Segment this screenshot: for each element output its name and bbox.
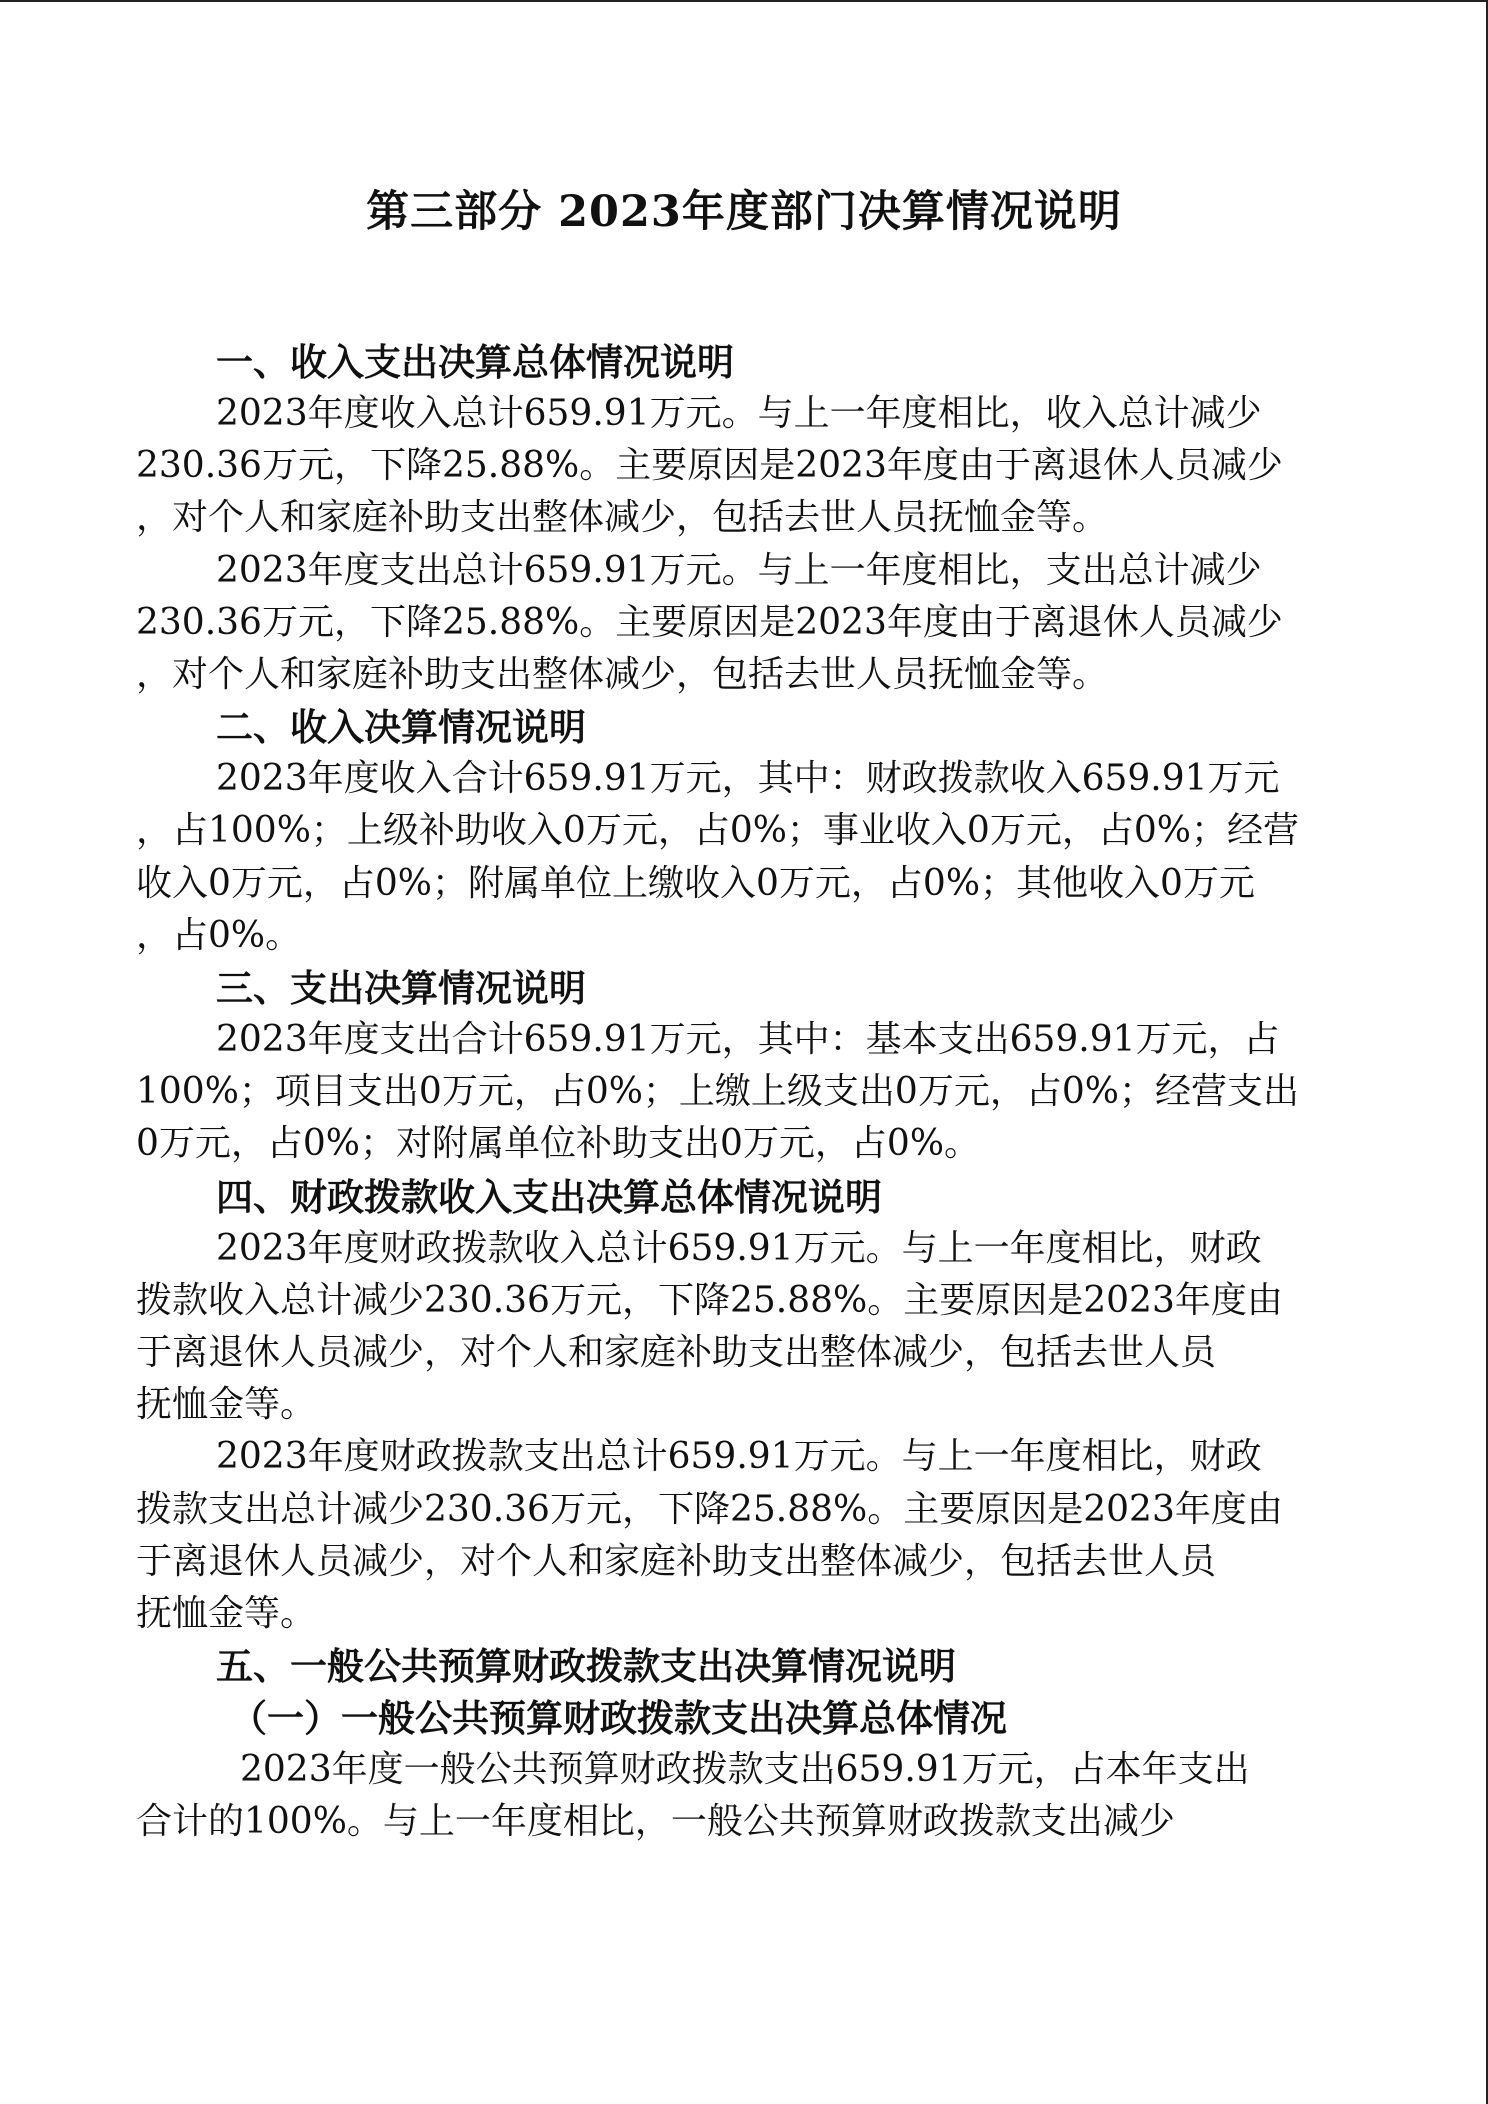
section-general-public-budget <box>136 1640 1336 1848</box>
paragraph-fiscal-income <box>136 1223 1336 1432</box>
text-line: 100%；项目支出0万元，占0%；上缴上级支出0万元，占0%；经营支出 <box>136 1071 1299 1113</box>
text-line: 拨款支出总计减少230.36万元，下降25.88%。主要原因是2023年度由 <box>136 1488 1283 1530</box>
text-line: 0万元，占0%；对附属单位补助支出0万元，占0%。 <box>136 1123 981 1165</box>
text-line: 于离退休人员减少，对个人和家庭补助支出整体减少，包括去世人员 <box>136 1332 1217 1374</box>
text-line: 抚恤金等。 <box>136 1384 317 1426</box>
paragraph-income-breakdown <box>136 753 1336 962</box>
text-line: 2023年度支出总计659.91万元。与上一年度相比，支出总计减少 <box>216 549 1262 591</box>
document-body <box>136 336 1336 1849</box>
text-line: ，占0%。 <box>136 914 302 956</box>
section-heading: 三、支出决算情况说明 <box>216 966 586 1011</box>
paragraph-general-budget-expense <box>136 1744 1336 1848</box>
text-line: 于离退休人员减少，对个人和家庭补助支出整体减少，包括去世人员 <box>136 1540 1217 1582</box>
text-line: 2023年度一般公共预算财政拨款支出659.91万元，占本年支出 <box>240 1749 1250 1791</box>
text-line: 2023年度财政拨款支出总计659.91万元。与上一年度相比，财政 <box>216 1436 1262 1478</box>
paragraph-total-expense <box>136 545 1336 702</box>
text-line: 230.36万元，下降25.88%。主要原因是2023年度由于离退休人员减少 <box>136 601 1283 643</box>
section-heading: 五、一般公共预算财政拨款支出决算情况说明 <box>216 1644 956 1689</box>
section-fiscal-appropriation-overview <box>136 1171 1336 1641</box>
text-line: ，占100%；上级补助收入0万元，占0%；事业收入0万元，占0%；经营 <box>136 810 1299 852</box>
text-line: 2023年度支出合计659.91万元，其中：基本支出659.91万元，占 <box>216 1019 1280 1061</box>
paragraph-fiscal-expense <box>136 1431 1336 1640</box>
text-line: 2023年度财政拨款收入总计659.91万元。与上一年度相比，财政 <box>216 1227 1262 1269</box>
section-heading: 一、收入支出决算总体情况说明 <box>216 340 734 384</box>
text-line: 2023年度收入总计659.91万元。与上一年度相比，收入总计减少 <box>216 393 1262 434</box>
text-line: 2023年度收入合计659.91万元，其中：财政拨款收入659.91万元 <box>216 758 1280 800</box>
section-heading: 二、收入决算情况说明 <box>216 705 586 750</box>
text-line: ，对个人和家庭补助支出整体减少，包括去世人员抚恤金等。 <box>136 497 1109 539</box>
text-line: 拨款收入总计减少230.36万元，下降25.88%。主要原因是2023年度由 <box>136 1279 1283 1321</box>
section-heading: 四、财政拨款收入支出决算总体情况说明 <box>216 1174 882 1219</box>
text-line: ，对个人和家庭补助支出整体减少，包括去世人员抚恤金等。 <box>136 654 1109 696</box>
section-expense-details <box>136 962 1336 1171</box>
text-line: 230.36万元，下降25.88%。主要原因是2023年度由于离退休人员减少 <box>136 445 1283 487</box>
section-subheading: （一）一般公共预算财政拨款支出决算总体情况 <box>230 1696 1007 1741</box>
text-line: 抚恤金等。 <box>136 1593 317 1635</box>
paragraph-expense-breakdown <box>136 1014 1336 1171</box>
text-line: 合计的100%。与上一年度相比，一般公共预算财政拨款支出减少 <box>136 1801 1175 1843</box>
section-income-details <box>136 701 1336 962</box>
section-income-expense-overview <box>136 336 1336 701</box>
paragraph-total-income <box>136 388 1336 545</box>
text-line: 收入0万元，占0%；附属单位上缴收入0万元，占0%；其他收入0万元 <box>136 862 1255 904</box>
document-title: 第三部分 2023年度部门决算情况说明 <box>366 187 1122 237</box>
